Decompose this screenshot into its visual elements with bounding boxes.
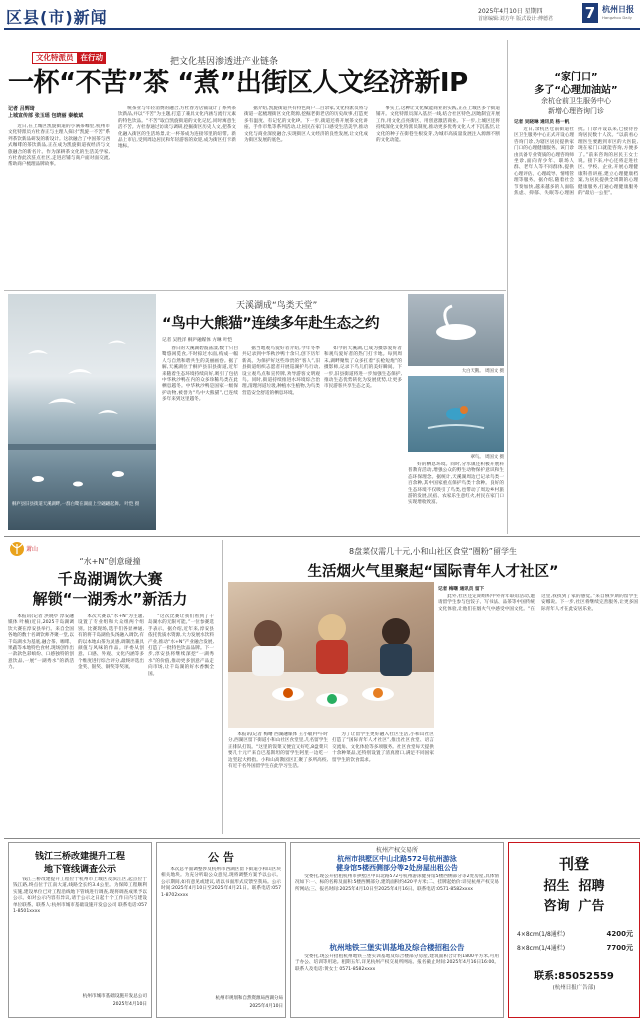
story-3-kicker: “水+N”创意碰撞: [79, 557, 141, 566]
column-divider: [507, 40, 508, 534]
story-4-headline: 生活烟火气里聚起“国际青年人才社区”: [307, 564, 559, 580]
ad-line-1: 刊登: [558, 855, 589, 873]
story-1-kicker: 把文化基因渗透进产业链条: [170, 57, 279, 67]
ad-price-1-label: 4×8cm(1/8通栏): [517, 931, 566, 938]
story-2-col-4: 好的栖息环境。同时,分水镇还积极开展科普教育活动,增强公众的野生动物保护意识和生态环保理念。据统计,天溪湖周边已记录鸟类一百余种,其中国家重点保护鸟类十余种。良好的生态环境不仅吸引了鸟类,也带动了周边乡村旅游的发展,民宿、农家乐生意红火,村民在家门口实现增收致富。: [408, 462, 504, 506]
story-3-col-3: “这次比赛让我们看到了千岛湖水的无限可能。”一位参赛选手表示。据介绍,近年来,淳安县依托优质水资源,大力发展水饮料产业,推动“水+N”产业融合发展,打造了一批特色饮品品牌。下一步,淳安县将继续深挖“一湖秀水”的价值,推动更多创意产品走向市场,让千岛湖的好水香飘全国。: [148, 614, 214, 677]
notice-1-body: 钱江三桥改建提升工程位于杭州市上城区及滨江区,起点位于钱江路,终点位于江南大道,线路全长约3.4公里。为保障工程顺利实施,建设单位已对工程沿线地下管线进行调查,现将调查成果予以公示。如对公示内容有异议,请于公示之日起十个工作日内与建设单位联系。联系人:杭州市城市基础设施开发总公司 联系电话:0571-8501xxxx: [13, 877, 147, 915]
ad-line-2: 招生 招聘: [543, 879, 605, 894]
notice-1-date: 2025年4月10日: [112, 1002, 147, 1007]
section-title: 区县(市)新闻: [6, 8, 108, 27]
notice-pipeline: [8, 842, 152, 1018]
story-1-col-2: 统茶业与年轻消费的融合,方杜春为店铺设计了系列茶饮新品,并以“不苦”为主题,打造了兼具文化内涵与流行元素的特色饮品。“不苦”取自凯旋街道的文化记忆,同时寓意生活不苦。方杜春通过访谈与调研,挖掘街区历史人文,把茶文化融入街区的生活场景,让一杯茶成为连接邻里的纽带。新品上市后,受到周边居民和年轻游客的欢迎,成为街区打卡新地标。: [118, 106, 236, 150]
sidebar-subhead-1: 余杭仓前卫生服务中心: [541, 97, 611, 105]
notice-3-title-3: 杭州地铁三堡实训基地及综合楼招租公告: [329, 943, 465, 952]
kingfisher-photo: [408, 376, 504, 452]
ad-price-2: 7700元: [606, 944, 633, 952]
classified-ad-box: [508, 842, 640, 1018]
story-2-col-3: 如今的天溪湖,已成为摄影爱好者和观鸟爱好者的热门打卡地。每到周末,湖畔聚集了众多扛着“长枪短炮”的摄影师,记录下鸟儿们的美好瞬间。下一步,旧县街道将进一步加强生态保护,推动生态优势转化为发展优势,让更多市民游客共享生态之美。: [324, 346, 402, 390]
notice-property-exchange: [290, 842, 504, 1018]
kingfisher-caption: 翠鸟。 周国文 摄: [470, 455, 504, 460]
story-2-headline: “鸟中大熊猫”连续多年赴生态之约: [162, 316, 380, 332]
byline-reporter: 记者 吕辉琦: [8, 106, 35, 112]
sidebar-headline-2: 多了“心理加油站”: [534, 85, 618, 96]
notice-3-header: 杭州产权交易所: [375, 847, 418, 854]
section-divider-2: [4, 536, 640, 537]
notice-2-issuer: 杭州市规划和自然资源局西湖分局: [215, 996, 283, 1001]
column-tag-text: 萧山: [26, 546, 39, 553]
students-dining-icon: [228, 582, 434, 728]
story-2: [0, 292, 506, 536]
swan-icon: [408, 294, 504, 366]
kingfisher-icon: [408, 376, 504, 452]
swan-caption: 大白天鹅。 周国文 摄: [461, 369, 504, 374]
story-3-headline-2: 解锁“一湖秀水”新活力: [32, 590, 188, 608]
notice-2-body: 本次总平面调整涉及杭州市西湖区留下街道小和山区块相关地块。为充分听取公众意见,现将调整方案予以公示。公示期间,如有意见或建议,请以书面形式反馈至我局。公示时间:2025年4月10日至2025年4月21日。联系电话:0571-8702xxxx: [161, 867, 281, 898]
sidebar-body: 近日,余杭区仓前街道社区卫生服务中心正式开设心理咨询门诊,为辖区居民提供家门口的心理健康服务。该门诊由具备专业资质的心理咨询师坐诊,面向青少年、职场人群、老年人等不同群体,提供心理评估、心理疏导、情绪管理等服务。据介绍,随着社会节奏加快,越来越多的人面临焦虑、抑郁、失眠等心理困扰。门诊开设以来,已接待咨询居民数十人次。“以前看心理医生要跑到市区的大医院,现在家门口就能咨询,方便多了。”前来咨询的居民王女士说。接下来,中心还将走进社区、学校、企业,开展心理健康科普讲座,建立心理健康档案,为居民提供全周期的心理健康服务,打通心理健康服务的“最后一公里”。: [514, 127, 638, 197]
column-divider-2: [222, 540, 223, 834]
story-2-byline: 记者 吴胜洋 桐庐融媒体 方琳 叶恺: [162, 338, 233, 343]
story-1-col-4: 事实上,这种让文化赋能商业的实践,正在上城区多个街道铺开。文化特派员深入基层一线,结合社区特色,因地制宜开展工作,用文化点亮街区、用创意激活商业。下一步,上城区还将持续深化文化特派员制度,推动更多优秀文化人才下沉基层,让文化的种子在街巷生根发芽,为城市高质量发展注入源源不断的文化动能。: [376, 106, 500, 144]
column-tag-label: 文化特派员: [32, 52, 78, 64]
lake-birds-photo: [8, 294, 156, 530]
notice-1-title-1: 钱江三桥改建提升工程: [34, 852, 125, 862]
notice-2-date: 2025年4月10日: [249, 1004, 283, 1009]
notice-2-title: 公 告: [208, 851, 234, 864]
sidebar-story: [512, 40, 640, 534]
paper-name-en: Hangzhou Daily: [602, 15, 632, 20]
story-2-col-2: 据当地观鸟爱好者介绍,今年冬季共记录到中华秋沙鸭十余只,创下历年新高。为保护好这些珍贵的“客人”,旧县街道组织志愿者开展巡湖护鸟行动,设立观鸟点和宣传牌,劝导游客文明观鸟。同时,街道持续推进水环境综合治理,清理河道垃圾,种植水生植物,为鸟类营造安全舒适的栖息环境。: [242, 346, 320, 396]
story-1-headline: 一杯“不苦”茶 “煮”出街区人文经济新IP: [8, 68, 468, 98]
notice-3-title-2: 健身馆5楼西侧部分等2处房屋出租公告: [336, 864, 458, 872]
ad-price-2-label: 8×8cm(1/4通栏): [517, 945, 566, 952]
notice-3-body: 受委托,现公开招租杭州市拱墅区中山北路572号杭州游泳健身馆5楼西侧部分等2处房屋,具体情况如下:一、标的名称及面积:5楼西侧部分,建筑面积约420平方米;二、挂牌起始价:详见杭州产权交易所网站;三、报名时间:2025年4月10日至2025年4月16日。联系电话:0571-8582xxxx: [295, 874, 499, 892]
sidebar-headline-1: “家门口”: [554, 72, 598, 83]
story-3-headline-1: 千岛湖调饮大赛: [57, 570, 163, 588]
story-1: [0, 36, 504, 288]
story-2-kicker: 天溪湖成“鸟类天堂”: [236, 301, 318, 311]
egret-silhouettes-icon: [8, 294, 156, 530]
action-tag-label: 在行动: [78, 52, 107, 64]
main-photo-caption: 桐庐县旧县街道天溪湖畔,一群白鹭在湖面上空翩翩起舞。 叶恺 摄: [12, 502, 140, 507]
masthead: [0, 0, 644, 36]
notice-1-title-2: 地下管线调查公示: [43, 865, 116, 875]
story-4-byline: 记者 梅曙 通讯员 留下: [438, 587, 485, 592]
story-4-col-2: 为了让留学生更好融入社区生活,小和山社区打造了“国际青年人才社区”,推出社区食堂、语言交流角、文化体验等多项服务。社区食堂每天提供十余种菜品,还特别设置了清真窗口,满足不同国家留学生的饮食需求。: [332, 732, 434, 763]
ad-price-1: 4200元: [606, 930, 633, 938]
byline-correspondent: 上城宣传部 张玉瑶 包晓丽 秦敏斌: [8, 113, 84, 119]
ad-line-3: 咨询 广告: [543, 899, 605, 914]
story-4-col-3: 此外,社区还定期组织中外青年联谊活动,邀请留学生参与包饺子、写书法、品茶等中国传统文化体验,让他们在烟火气中感受中国文化。“在这里,我找到了家的感觉。”来自俄罗斯的留学生安娜说。下一步,社区将继续完善服务,让更多国际青年人才在此安居乐业。: [438, 594, 638, 612]
swan-photo: [408, 294, 504, 366]
ad-price-row-2: [517, 943, 633, 953]
ad-phone-note: (杭州日报广告部): [552, 985, 596, 991]
date-line: 2025年4月10日 星期四: [478, 8, 543, 15]
story-4-kicker: 8盘菜仅需几十元,小和山社区食堂“圈粉”留学生: [349, 547, 517, 556]
section-divider-3: [4, 838, 640, 839]
sidebar-byline: 记者 吴晓琳 通讯员 杨一帆: [514, 120, 570, 125]
canteen-photo: [228, 582, 434, 728]
sidebar-subhead-2: 新增心理咨询门诊: [548, 107, 604, 115]
notice-3-body-2: 受委托,现公开招租杭州地铁三堡实训基地及综合楼部分房屋,建筑面积合计约1800平方米,可用于办公、培训等用途。租期五年,详见杭州产权交易所网站。报名截止时间:2025年4月16日16:00。联系人及电话:黄女士 0571-8582xxxx: [295, 954, 499, 972]
story-3: [0, 538, 220, 836]
column-tag: [32, 52, 106, 64]
story-1-col-3: 据介绍,凯旋街道共有特色商户二百余家,文化特派员将与街道一起梳理街区文化资源,挖掘老街老店的历史故事,打造更多有温度、有记忆的文化IP。下一步,街道还将开展茶文化讲座、手作市集等系列活动,让居民在家门口感受生活美学,推动文化与商业深度融合,实现街区人文经济的良性发展,让文化成为街区发展的底色。: [244, 106, 368, 144]
story-4-col-1: 本报讯(记者 梅曙 西湖融媒体 王小敏)中午时分,西湖区留下街道小和山社区食堂里,几名留学生正排队打饭。“这里的饭菜又便宜又好吃,8盘菜只要几十元!”来自巴基斯坦的留学生阿里一边吃一边竖起大拇指。小和山高教园区汇聚了多所高校,有近千名外国留学生在此学习生活。: [228, 732, 328, 770]
notice-announcement: [156, 842, 286, 1018]
masthead-divider: [4, 28, 640, 30]
story-1-col-1: 近日,在上城区凯旋街道的小满茶咖里,杭州市文化特派员方杜春正与主理人探讨“凯旋一不苦”系列茶饮新品研发的新设计。这款融合了中国茶与西式咖啡的茶饮新品,正在成为凯旋街道夜经济与文旅融合的新名片。作为深耕茶文化的生活美学家,方杜春此次驻点社区,走进店铺与商户面对面交流,帮助商户梳理品牌故事。: [8, 124, 110, 168]
story-4: [226, 538, 640, 836]
notice-3-title-1: 杭州市拱墅区中山北路572号杭州游泳: [337, 855, 457, 863]
story-3-col-2: 本次大赛以“水+N”为主题,设置了专业组和大众组两个组别。比赛现场,选手们各显神通,有的将千岛湖鱼头汤融入调饮,有的以本地山茶为灵感,调制出兼具颜值与风味的作品。评委从创意、口感、外观、文化内涵等多个维度进行综合评分,最终评选出金奖、银奖、铜奖等奖项。: [78, 614, 144, 671]
notice-1-issuer: 杭州市城市基础设施开发总公司: [82, 994, 147, 999]
story-3-col-1: 本报讯(记者 洪晓亭 淳安融媒体 叶楠)近日,2025千岛湖调饮大赛在淳安县举行。来自全国各地的数十名调饮师齐聚一堂,以千岛湖水为基底,融合茶、咖啡、果蔬等本地特色食材,现场创作出一款款色彩缤纷、口感独特的创意饮品,一展“一湖秀水”的新活力。: [8, 614, 74, 671]
page-number: 7: [582, 3, 598, 23]
story-2-col-1: 春日的天溪湖碧波荡漾,数十只白鹭悠闲觅食,不时掠过水面,构成一幅人与自然和谐共生的美丽画卷。据了解,天溪湖位于桐庐县旧县街道,近年来随着生态环境持续向好,吸引了包括中华秋沙鸭在内的众多珍稀鸟类在此栖息越冬。中华秋沙鸭是国家一级保护动物,被誉为“鸟中大熊猫”,已连续多年来到这里越冬。: [162, 346, 238, 403]
editor-line: 首席编辑:刘方年 版式设计:傅德君: [478, 16, 553, 22]
ad-phone: 联系:85052559: [534, 971, 614, 982]
ad-price-row-1: [517, 929, 633, 939]
section-divider: [4, 290, 506, 291]
paper-name: 杭州日报: [602, 4, 634, 14]
story-1-byline: [8, 106, 118, 120]
